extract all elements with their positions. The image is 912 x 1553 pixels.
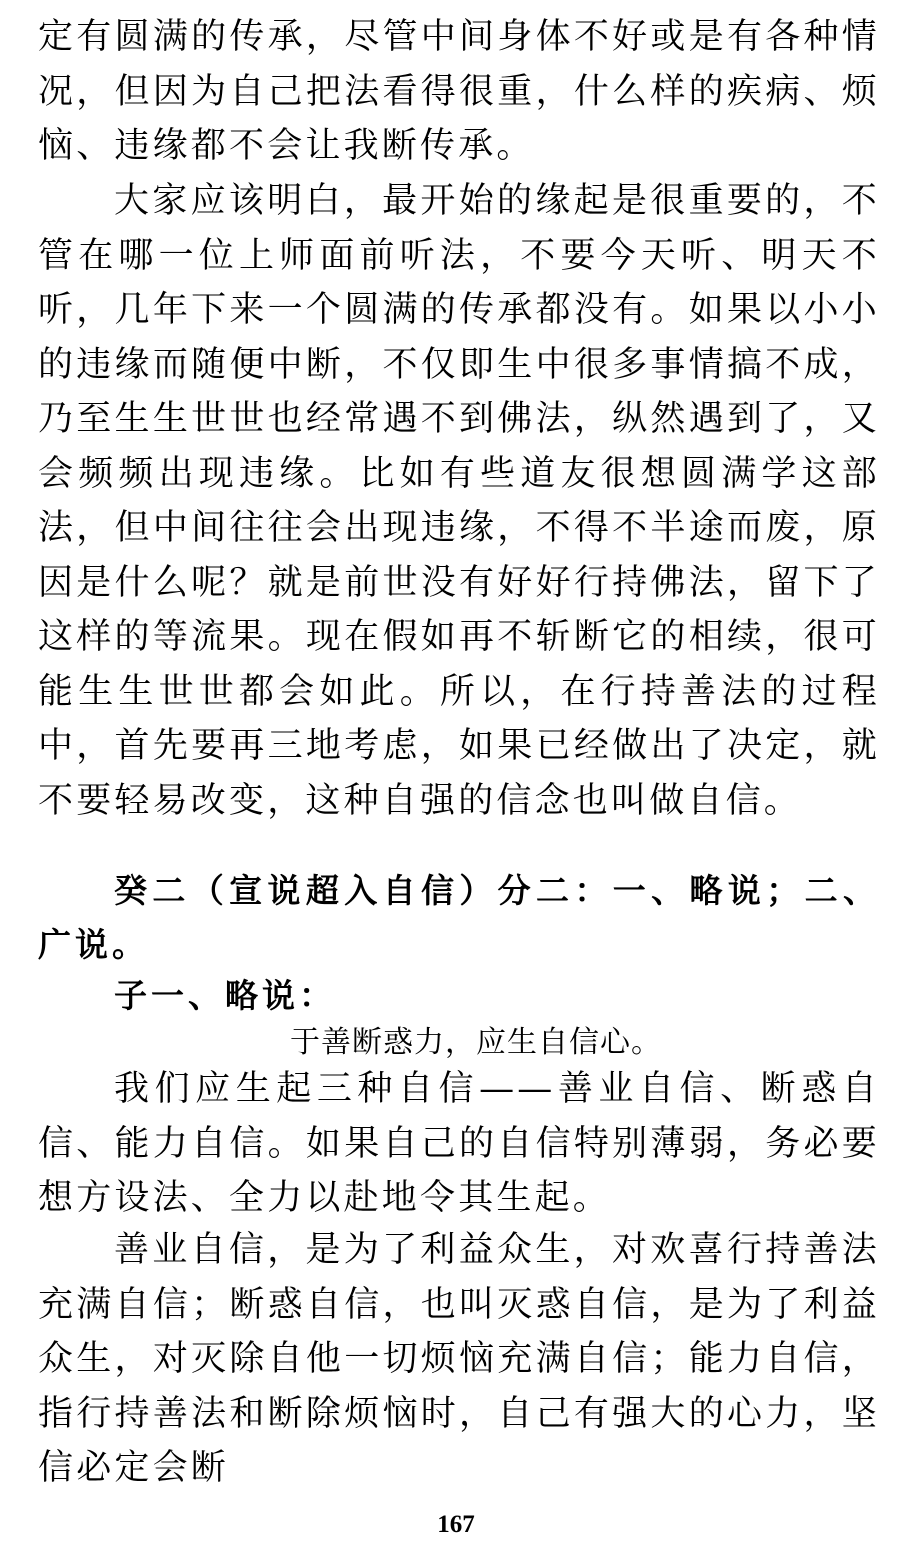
page-number: 167: [437, 1511, 475, 1538]
body-paragraph-three-confidences: 我们应生起三种自信——善业自信、断惑自信、能力自信。如果自己的自信特别薄弱，务必要想方设法、全力以赴地令其生起。: [38, 1069, 880, 1218]
body-paragraph-origin: 大家应该明白，最开始的缘起是很重要的，不管在哪一位上师面前听法，不要今天听、明天不听，几年下来一个圆满的传承都没有。如果以小小的违缘而随便中断，不仅即生中很多事情搞不成，乃至生生世世也经常遇不到佛法，纵然遇到了，又会频频出现违缘。比如有些道友很想圆满学这部法，但中间往往会出现违缘，不得不半途而废，原因是什么呢？就是前世没有好好行持佛法，留下了这样的等流果。现在假如再不斩断它的相续，很可能生生世世都会如此。所以，在行持善法的过程中，首先要再三地考虑，如果已经做出了决定，就不要轻易改变，这种自强的信念也叫做自信。: [38, 181, 880, 821]
body-paragraph-definitions: 善业自信，是为了利益众生，对欢喜行持善法充满自信；断惑自信，也叫灭惑自信，是为了利益众生，对灭除自他一切烦恼充满自信；能力自信，指行持善法和断除烦恼时，自己有强大的心力，坚信必定会断: [38, 1230, 880, 1488]
body-paragraph-continued: 定有圆满的传承，尽管中间身体不好或是有各种情况，但因为自己把法看得很重，什么样的疾病、烦恼、违缘都不会让我断传承。: [38, 17, 880, 166]
root-verse: 于善断惑力，应生自信心。: [290, 1025, 662, 1060]
subsection-heading: 子一、略说：: [114, 976, 336, 1015]
section-heading: 癸二（宣说超入自信）分二：一、略说；二、广说。: [38, 871, 880, 964]
